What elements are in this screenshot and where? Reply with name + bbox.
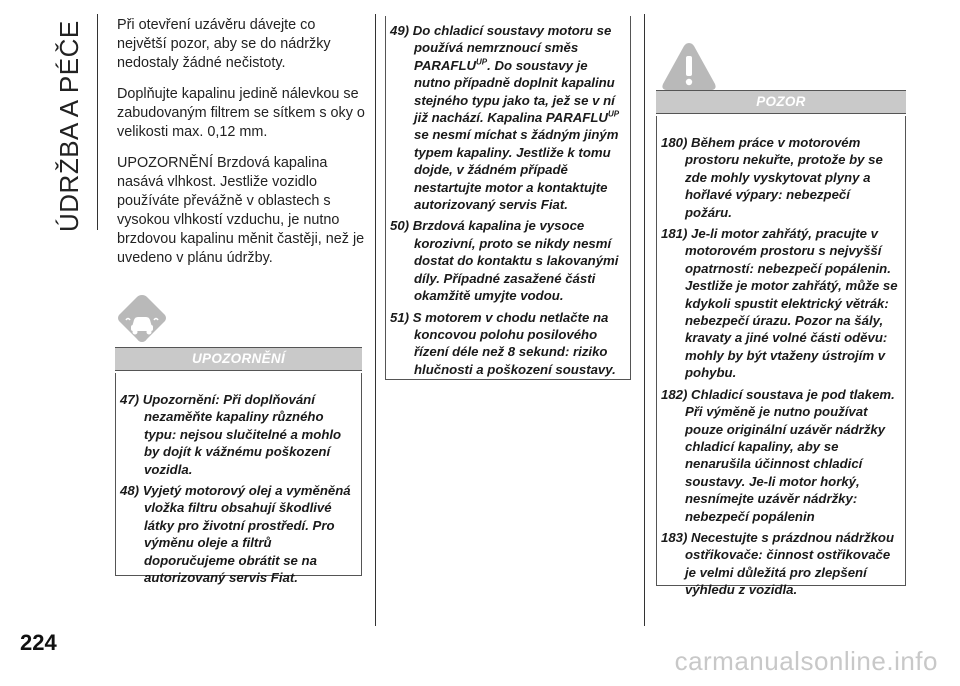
margin-rule	[97, 14, 98, 230]
note-text: . Do soustavy je nutno případně doplnit kapalinu stejného typu jako ta, jež se v ní již nachází. Kapalina PARAFLU	[414, 57, 615, 126]
superscript: UP	[607, 109, 620, 119]
note-item: 183) Necestujte s prázdnou nádržkou ostřikovače: činnost ostřikovače je velmi důležitá pro zlepšení výhledu z vozidla.	[661, 529, 895, 598]
notes-box-continued	[385, 16, 631, 380]
car-warning-icon	[112, 290, 172, 350]
paragraph: Při otevření uzávěru dávejte co největší pozor, aby se do nádržky nedostaly žádné nečistoty.	[117, 17, 331, 71]
note-item	[390, 22, 624, 213]
section-title	[48, 12, 108, 232]
paragraph: Doplňujte kapalinu jedině nálevkou se zabudovaným filtrem se sítkem s oky o velikosti max. 0,12 mm.	[117, 86, 365, 140]
note-item: 48) Vyjetý motorový olej a vyměněná vložka filtru obsahují škodlivé látky pro životní prostředí. Pro výměnu oleje a filtrů doporučujeme obrátit se na autorizovaný servis Fiat.	[120, 483, 351, 586]
note-item: 180) Během práce v motorovém prostoru nekuřte, protože by se zde mohly vyskytovat plyny a hořlavé výpary: nebezpečí požáru.	[661, 135, 883, 220]
warning-banner	[115, 347, 362, 371]
banner-label: UPOZORNĚNÍ	[191, 351, 285, 366]
note-item: 51) S motorem v chodu netlačte na koncovou polohu posilového řízení déle než 8 sekund: riziko hlučnosti a poškození soustavy.	[390, 309, 616, 377]
note-item: 50) Brzdová kapalina je vysoce korozivní, proto se nikdy nesmí dostat do kontaktu s lakovanými díly. Případné zasažené části okamžitě umyjte vodou.	[390, 218, 619, 304]
paragraph: UPOZORNĚNÍ Brzdová kapalina nasává vlhkost. Jestliže vozidlo používáte převážně v oblastech s vysokou vlhkostí vzduchu, je nutno brzdovou kapalinu měnit častěji, než je uvedeno v plánu údržby.	[117, 155, 365, 266]
note-text: se nesmí míchat s žádným jiným typem kapaliny. Jestliže k tomu dojde, v žádném případě nestartujte motor a kontaktujte autorizovaný servis Fiat.	[414, 127, 619, 213]
exclamation-warning-icon	[660, 40, 718, 94]
danger-banner	[656, 90, 906, 114]
column-divider-1	[375, 14, 376, 626]
note-item: 181) Je-li motor zahřátý, pracujte v motorovém prostoru s nejvyšší opatrností: nebezpečí popálenin. Jestliže je motor zahřátý, může se kdykoli spustit elektrický větrák: nebezpečí úrazu. Pozor na šály, kravaty a jiné volné části oděvu: mohly by být vtaženy ústrojím v pohybu.	[661, 226, 898, 381]
watermark: carmanualsonline.info	[674, 646, 938, 676]
column-divider-2	[644, 14, 645, 626]
note-item: 182) Chladicí soustava je pod tlakem. Při výměně je nutno používat pouze originální uzávěr nádržky chladicí kapaliny, aby se nenarušila účinnost chladicí soustavy. Je-li motor horký, nesnímejte uzávěr nádržky: nebezpečí popálenin	[661, 386, 895, 524]
superscript: UP	[476, 57, 488, 67]
section-title-text: ÚDRŽBA A PÉČE	[54, 20, 84, 232]
note-text: 49) Do chladicí soustavy motoru se používá nemrznoucí směs PARAFLU	[390, 23, 612, 73]
banner-label: POZOR	[756, 94, 806, 109]
page-number: 224	[20, 630, 57, 655]
note-item: 47) Upozornění: Při doplňování nezaměňte kapaliny různého typu: nejsou slučitelné a mohlo by dojít k vážnému poškození vozidla.	[120, 392, 342, 477]
notes-box	[115, 373, 362, 586]
column1-body	[117, 16, 367, 280]
danger-notes-box	[656, 116, 906, 598]
